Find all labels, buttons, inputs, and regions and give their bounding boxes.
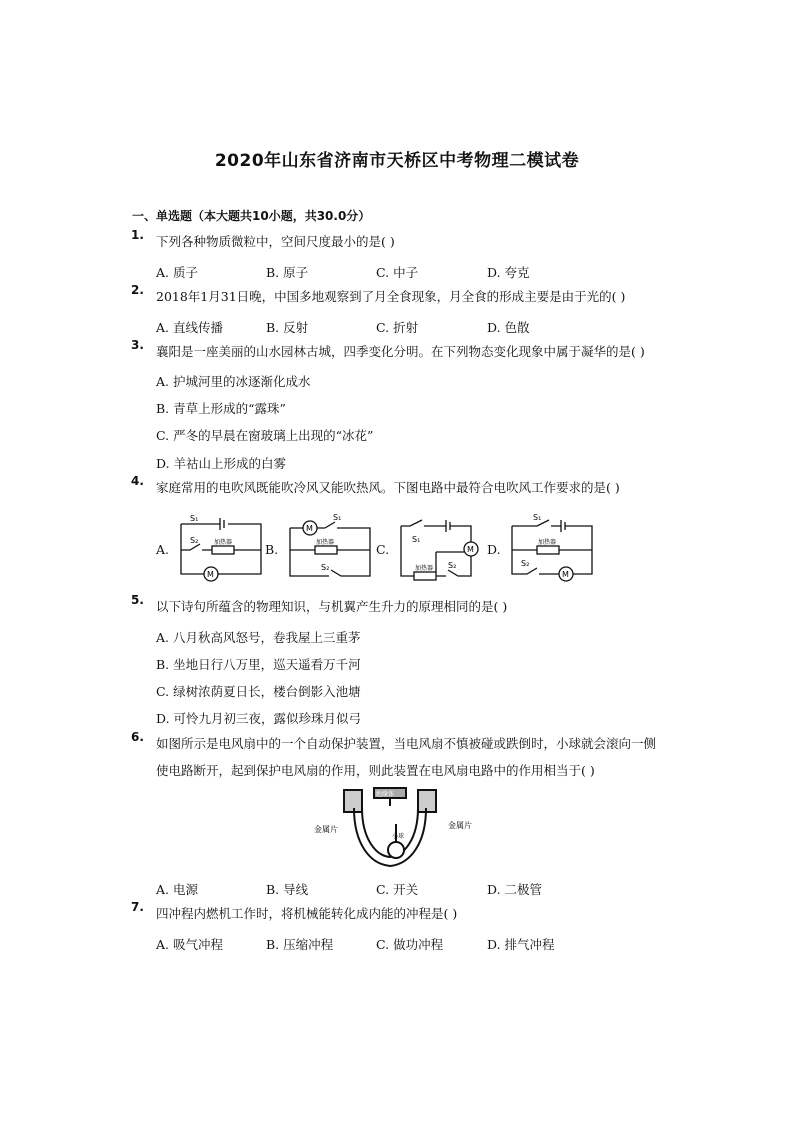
question-number: 4. (131, 474, 144, 488)
question-number: 5. (131, 593, 144, 607)
question-number: 1. (131, 228, 144, 242)
label-s1: S₁ (333, 513, 342, 522)
label-s2: S₂ (448, 561, 457, 570)
option-a: A. 直线传播 (156, 320, 223, 335)
label-motor: M (306, 524, 313, 533)
section-heading: 一、单选题（本大题共10小题，共30.0分） (132, 209, 371, 223)
label-insulator: 绝缘体 (376, 791, 395, 798)
question-stem: 家庭常用的电吹风既能吹冷风又能吹热风。下图电路中最符合电吹风工作要求的是( ) (156, 480, 620, 495)
option-d: D. 排气冲程 (487, 937, 555, 952)
question-number: 7. (131, 900, 144, 914)
question-stem: 2018年1月31日晚，中国多地观察到了月全食现象，月全食的形成主要是由于光的( ) (156, 289, 626, 304)
circuit-diagram-d (507, 512, 597, 582)
option-b: B. 导线 (266, 882, 309, 897)
option-a: A. 八月秋高风怒号，卷我屋上三重茅 (156, 630, 361, 645)
label-s1: S₁ (412, 535, 421, 544)
question-stem: 襄阳是一座美丽的山水园林古城，四季变化分明。在下列物态变化现象中属于凝华的是( ) (156, 344, 645, 359)
circuit-diagram-b (285, 512, 375, 582)
label-heater: 加热器 (214, 539, 233, 546)
option-a: A. 电源 (156, 882, 198, 897)
option-d: D. 夸克 (487, 265, 530, 280)
option-d: D. 二极管 (487, 882, 543, 897)
option-a: A. 护城河里的冰逐渐化成水 (156, 374, 311, 389)
option-c: C. 严冬的早晨在窗玻璃上出现的“冰花” (156, 428, 374, 443)
option-a: A. (156, 542, 170, 557)
option-d: D. 色散 (487, 320, 530, 335)
question-number: 3. (131, 338, 144, 352)
question-stem: 下列各种物质微粒中，空间尺度最小的是( ) (156, 234, 395, 249)
option-c: C. 绿树浓荫夏日长，楼台倒影入池塘 (156, 684, 361, 699)
option-c: C. 做功冲程 (376, 937, 444, 952)
option-c: C. 开关 (376, 882, 419, 897)
option-c: C. (376, 542, 390, 557)
option-d: D. 可怜九月初三夜，露似珍珠月似弓 (156, 711, 362, 726)
label-motor: M (562, 570, 569, 579)
page-title: 2020年山东省济南市天桥区中考物理二模试卷 (214, 151, 580, 171)
label-s1: S₁ (190, 514, 199, 523)
option-b: B. 反射 (266, 320, 309, 335)
option-b: B. 压缩冲程 (266, 937, 334, 952)
label-metal-left: 金属片 (314, 825, 338, 834)
option-b: B. 坐地日行八万里，巡天遥看万千河 (156, 657, 361, 672)
option-a: A. 吸气冲程 (156, 937, 223, 952)
label-s2: S₂ (321, 563, 330, 572)
question-number: 2. (131, 283, 144, 297)
option-a: A. 质子 (156, 265, 198, 280)
label-motor: M (467, 545, 474, 554)
label-ball: 小球 (392, 833, 405, 840)
question-number: 6. (131, 730, 144, 744)
option-b: B. 原子 (266, 265, 309, 280)
circuit-diagram-a (176, 512, 266, 582)
label-heater: 加热器 (316, 539, 335, 546)
label-heater: 加热器 (415, 565, 434, 572)
question-stem: 如图所示是电风扇中的一个自动保护装置，当电风扇不慎被碰或跌倒时，小球就会滚向一侧使电路断开，起到保护电风扇的作用，则此装置在电风扇电路中的作用相当于( ) (156, 736, 657, 778)
label-s2: S₂ (190, 536, 199, 545)
circuit-diagram-c (396, 512, 486, 582)
option-c: C. 折射 (376, 320, 419, 335)
question-stem: 四冲程内燃机工作时，将机械能转化成内能的冲程是( ) (156, 906, 458, 921)
option-d: D. (487, 542, 501, 557)
option-b: B. 青草上形成的“露珠” (156, 401, 286, 416)
label-s2: S₂ (521, 559, 530, 568)
option-c: C. 中子 (376, 265, 419, 280)
question-stem: 以下诗句所蕴含的物理知识，与机翼产生升力的原理相同的是( ) (156, 599, 508, 614)
protection-device-figure (310, 784, 480, 874)
label-heater: 加热器 (538, 539, 557, 546)
label-metal-right: 金属片 (448, 821, 472, 830)
option-d: D. 羊祜山上形成的白雾 (156, 456, 287, 471)
option-b: B. (265, 542, 279, 557)
label-s1: S₁ (533, 513, 542, 522)
label-motor: M (207, 570, 214, 579)
